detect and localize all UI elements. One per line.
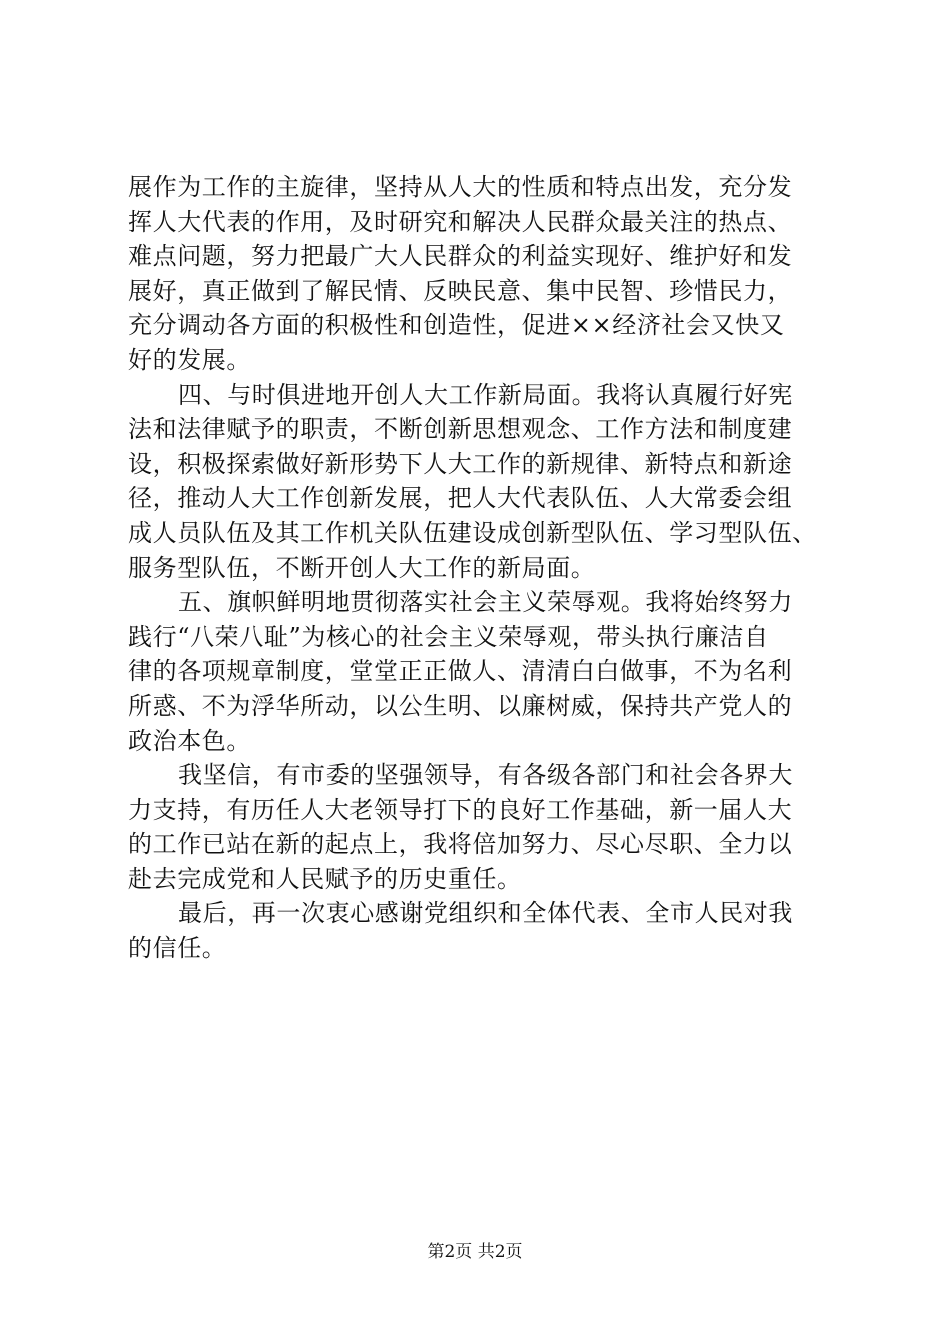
text-line: 充分调动各方面的积极性和创造性，促进××经济社会又快又: [128, 311, 785, 340]
text-line: 所惑、不为浮华所动，以公生明、以廉树威，保持共产党人的: [128, 691, 793, 720]
text-line: 四、与时俱进地开创人大工作新局面。我将认真履行好宪: [178, 380, 793, 409]
text-line: 设，积极探索做好新形势下人大工作的新规律、新特点和新途: [128, 449, 793, 478]
text-line: 的工作已站在新的起点上，我将倍加努力、尽心尽职、全力以: [128, 830, 793, 859]
text-line: 力支持，有历任人大老领导打下的良好工作基础，新一届人大: [128, 795, 793, 824]
page-number-footer: 第2页 共2页: [427, 1242, 523, 1262]
document-body: [128, 170, 848, 966]
text-line: 挥人大代表的作用，及时研究和解决人民群众最关注的热点、: [128, 207, 793, 236]
text-line: 政治本色。: [128, 726, 251, 755]
text-line: 服务型队伍，不断开创人大工作的新局面。: [128, 553, 596, 582]
text-line: 最后，再一次衷心感谢党组织和全体代表、全市人民对我: [178, 899, 793, 928]
text-line: 赴去完成党和人民赋予的历史重任。: [128, 864, 522, 893]
text-line: 展作为工作的主旋律，坚持从人大的性质和特点出发，充分发: [128, 173, 793, 201]
text-line: 践行“八荣八耻”为核心的社会主义荣辱观，带头执行廉洁自: [128, 622, 769, 651]
text-line: 好的发展。: [128, 345, 251, 374]
text-line: 五、旗帜鲜明地贯彻落实社会主义荣辱观。我将始终努力: [178, 588, 793, 617]
text-line: 我坚信，有市委的坚强领导，有各级各部门和社会各界大: [178, 761, 793, 790]
text-line: 律的各项规章制度，堂堂正正做人、清清白白做事，不为名利: [128, 657, 793, 686]
text-line: 展好，真正做到了解民情、反映民意、集中民智、珍惜民力，: [128, 276, 793, 305]
text-line: 的信任。: [128, 934, 227, 963]
text-line: 难点问题，努力把最广大人民群众的利益实现好、维护好和发: [128, 242, 793, 271]
text-line: 法和法律赋予的职责，不断创新思想观念、工作方法和制度建: [128, 415, 793, 444]
text-line: 径，推动人大工作创新发展，把人大代表队伍、人大常委会组: [128, 484, 793, 513]
text-line: 成人员队伍及其工作机关队伍建设成创新型队伍、学习型队伍、: [128, 518, 817, 547]
